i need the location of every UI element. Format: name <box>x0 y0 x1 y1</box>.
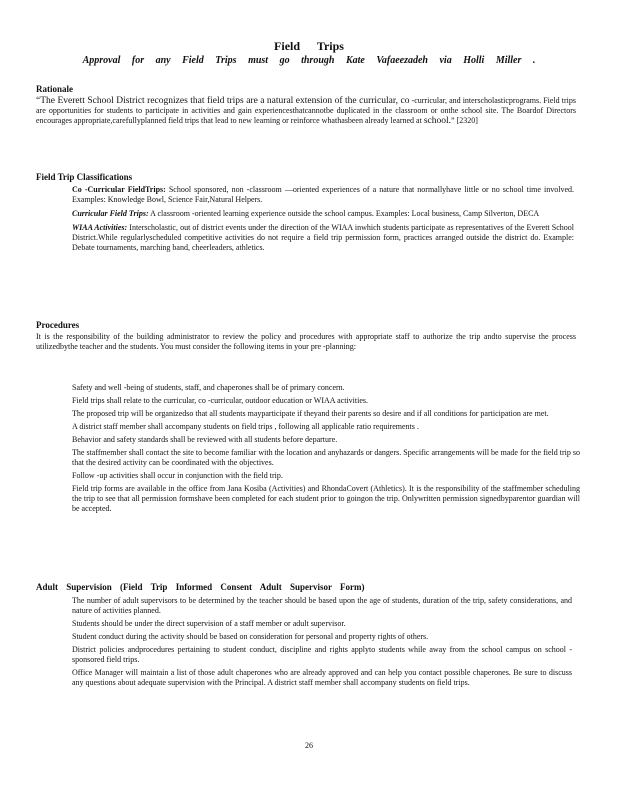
procedures-heading: Procedures <box>36 320 80 330</box>
list-item <box>72 396 580 406</box>
list-item <box>72 185 574 205</box>
list-item <box>72 383 580 393</box>
classification-label: WIAA Activities: <box>72 223 128 232</box>
classification-text: School sponsored, non -classroom —oriented experiences of a nature that normallyhave little or no school time involved. Examples: Knowledge Bowl, Science Fair,Natural Helpers. <box>72 185 574 204</box>
rationale-school-word: school. <box>423 116 452 126</box>
procedure-text: The staffmember shall contact the site to become familiar with the location and anyhazards or dangers. Specific arrangements will be made for the field trip so that the desired activity can be coordinated with the objectives. <box>72 448 580 467</box>
classification-label: Co -Curricular FieldTrips: <box>72 185 166 194</box>
procedure-text: Safety and well -being of students, staff, and chaperones shall be of primary concern. <box>72 383 345 392</box>
classifications-heading: Field Trip Classifications <box>36 172 133 182</box>
list-item <box>72 223 574 253</box>
rationale-body: -curricular, and interscholasticprograms. Field trips are opportunities for students to participate in activities and gain experiencesthatcannotbe duplicated in the classroom or onthe school site. The Boardof Directors encourages appropriate,carefullyplanned field trips that lead to new learning or reinforce whathasbeen already learned at <box>36 96 576 125</box>
supervision-text: Student conduct during the activity should be based on consideration for personal and property rights of others. <box>72 632 429 641</box>
supervision-heading: Adult Supervision (Field Trip Informed Consent Adult Supervisor Form) <box>36 582 365 592</box>
classification-label: Curricular Field Trips: <box>72 209 149 218</box>
page-title: Field Trips <box>274 39 344 53</box>
classification-text: Interscholastic, out of district events under the direction of the WIAA inwhich students participate as representatives of the Everett School District.While regularlyscheduled competitive activities do not require a field trip permission form, practices arranged outside the district do. Example: Debate tournaments, marching band, cheerleaders, athletics. <box>72 223 574 252</box>
supervision-text: The number of adult supervisors to be determined by the teacher should be based upon the age of students, duration of the trip, safety considerations, and nature of activities planned. <box>72 596 572 615</box>
rationale-heading: Rationale <box>36 84 73 94</box>
list-item <box>72 448 580 468</box>
procedure-text: Field trips shall relate to the curricular, co -curricular, outdoor education or WIAA activities. <box>72 396 368 405</box>
list-item <box>72 209 574 219</box>
procedures-intro: It is the responsibility of the building administrator to review the policy and procedures with appropriate staff to authorize the trip andto supervise the process utilizedbythe teacher and the students. You must consider the following items in your pre -planning: <box>36 332 576 351</box>
list-item <box>72 645 572 665</box>
list-item <box>72 471 580 481</box>
procedure-text: A district staff member shall accompany students on field trips , following all applicable ratio requirements . <box>72 422 419 431</box>
rationale-citation: ” [2320] <box>451 116 478 125</box>
supervision-text: Students should be under the direct supervision of a staff member or adult supervisor. <box>72 619 346 628</box>
procedure-text: Behavior and safety standards shall be reviewed with all students before departure. <box>72 435 338 444</box>
procedure-text: Field trip forms are available in the office from Jana Kosiba (Activities) and RhondaCovert (Athletics). It is the responsibility of the staffmember scheduling the trip to see that all permission formshave been completed for each student prior to goingon the trip. Onlywritten permission signedbyparentor guardian will be accepted. <box>72 484 580 513</box>
page-number: 26 <box>305 741 313 750</box>
procedure-text: The proposed trip will be organizedso that all students mayparticipate if theyand their parents so desire and if all conditions for participation are met. <box>72 409 549 418</box>
classifications-list <box>72 185 574 253</box>
list-item <box>72 619 572 629</box>
list-item <box>72 632 572 642</box>
rationale-paragraph <box>36 96 576 126</box>
list-item <box>72 435 580 445</box>
supervision-text: Office Manager will maintain a list of those adult chaperones who are already approved and can help you contact possible chaperones. Be sure to discuss any questions about adequate supervision with the Principal. A district staff member shall accompany students on field trips. <box>72 668 572 687</box>
classification-text: A classroom -oriented learning experience outside the school campus. Examples: Local business, Camp Silverton, DECA <box>148 209 540 218</box>
supervision-list <box>72 596 572 688</box>
procedures-list <box>72 383 580 514</box>
procedure-text: Follow -up activities shall occur in conjunction with the field trip. <box>72 471 283 480</box>
approval-subtitle: Approval for any Field Trips must go through Kate Vafaeezadeh via Holli Miller . <box>82 55 536 66</box>
list-item <box>72 596 572 616</box>
rationale-lead: “The Everett School District recognizes that field trips are a natural extension of the curricular, co <box>36 96 410 106</box>
list-item <box>72 409 580 419</box>
list-item <box>72 484 580 514</box>
list-item <box>72 668 572 688</box>
supervision-text: District policies andprocedures pertaining to student conduct, discipline and rights applyto students while away from the school campus on school -sponsored field trips. <box>72 645 572 664</box>
list-item <box>72 422 580 432</box>
